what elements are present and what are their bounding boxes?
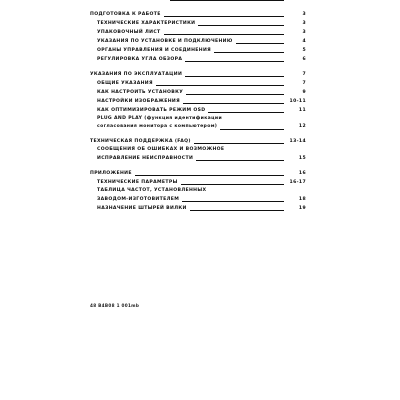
toc-entry-page: 18 — [298, 197, 306, 202]
toc-entry — [90, 37, 306, 46]
toc-entry-page: 7 — [302, 81, 306, 86]
toc-entry — [90, 178, 306, 187]
toc-entry-label: ОБЩИЕ УКАЗАНИЯ — [97, 81, 153, 86]
toc-leader-line — [186, 94, 284, 95]
toc-leader-line — [214, 52, 284, 53]
toc-entry-label: КАК ОПТИМИЗИРОВАТЬ РЕЖИМ OSD — [97, 108, 206, 113]
toc-entry — [90, 88, 306, 97]
toc-leader-line — [194, 143, 284, 144]
document-code: 48 B4B08 1 001mb — [90, 303, 140, 308]
toc-entry-partial-top — [90, 0, 306, 3]
toc-entry-label: УКАЗАНИЯ ПО УСТАНОВКЕ И ПОДКЛЮЧЕНИЮ — [97, 39, 233, 44]
toc-leader-line — [185, 76, 284, 77]
toc-entry-page: 3 — [302, 30, 306, 35]
toc-entry-label: PLUG AND PLAY (функция идентификации — [97, 116, 223, 121]
toc-entry — [90, 28, 306, 37]
toc-entry-page: 3 — [302, 12, 306, 17]
toc-entry — [90, 204, 306, 213]
section-gap — [90, 3, 306, 10]
toc-entry — [90, 46, 306, 55]
toc-entry — [90, 195, 306, 204]
toc-entry-page: 5 — [302, 48, 306, 53]
toc-entry-page: 3 — [302, 21, 306, 26]
toc-entry-label: НАЗНАЧЕНИЕ ШТЫРЕЙ ВИЛКИ — [97, 206, 187, 211]
toc-entry-page: 13-14 — [289, 139, 306, 144]
toc-entry-page: 15 — [298, 156, 306, 161]
toc-entry-page: 19 — [298, 206, 306, 211]
toc-leader-line — [198, 25, 284, 26]
toc-leader-line — [208, 112, 284, 113]
toc-leader-line — [170, 0, 284, 1]
table-of-contents — [90, 0, 306, 213]
toc-entry-page: 16 — [298, 171, 306, 176]
toc-section-heading — [90, 137, 306, 146]
toc-entry-page: 6 — [302, 57, 306, 62]
toc-entry-label: КАК НАСТРОИТЬ УСТАНОВКУ — [97, 90, 184, 95]
toc-entry-page — [286, 0, 306, 3]
toc-entry-label: согласования монитора с компьютером) — [97, 124, 218, 129]
toc-section-heading — [90, 70, 306, 79]
toc-entry — [90, 19, 306, 28]
toc-leader-line — [156, 85, 284, 86]
toc-leader-line — [185, 61, 284, 62]
toc-entry-label: ЗАВОДОМ-ИЗГОТОВИТЕЛЕМ — [97, 197, 180, 202]
toc-entry — [90, 55, 306, 64]
toc-entry-page: 11 — [298, 108, 306, 113]
toc-entry-page: 10-11 — [289, 99, 306, 104]
toc-entry-label: ТАБЛИЦА ЧАСТОТ, УСТАНОВЛЕННЫХ — [97, 188, 207, 193]
toc-entry-label: РЕГУЛИРОВКА УГЛА ОБЗОРА — [97, 57, 183, 62]
toc-entry-label: ТЕХНИЧЕСКАЯ ПОДДЕРЖКА (FAQ) — [90, 139, 191, 144]
toc-entry-label: ПРИЛОЖЕНИЕ — [90, 171, 132, 176]
toc-entry — [90, 115, 306, 123]
toc-entry-label: ПОДГОТОВКА К РАБОТЕ — [90, 12, 161, 17]
toc-entry-label: УКАЗАНИЯ ПО ЭКСПЛУАТАЦИИ — [90, 72, 183, 77]
toc-leader-line — [164, 34, 284, 35]
toc-entry-label: ТЕХНИЧЕСКИЕ ПАРАМЕТРЫ — [97, 180, 178, 185]
toc-entry-page: 4 — [302, 39, 306, 44]
toc-entry — [90, 154, 306, 163]
toc-entry-page: 16-17 — [289, 180, 306, 185]
toc-leader-line — [135, 175, 284, 176]
toc-leader-line — [196, 160, 284, 161]
toc-entry-label: ИСПРАВЛЕНИЕ НЕИСПРАВНОСТИ — [97, 156, 194, 161]
toc-section-heading — [90, 10, 306, 19]
toc-leader-line — [181, 184, 284, 185]
toc-leader-line — [183, 103, 284, 104]
toc-leader-line — [190, 210, 284, 211]
toc-entry-label: СООБЩЕНИЯ ОБ ОШИБКАХ И ВОЗМОЖНОЕ — [97, 147, 225, 152]
toc-entry — [90, 79, 306, 88]
toc-entry-page: 9 — [302, 90, 306, 95]
toc-entry-label: НАСТРОЙКИ ИЗОБРАЖЕНИЯ — [97, 99, 180, 104]
toc-entry-label: ОРГАНЫ УПРАВЛЕНИЯ И СОЕДИНЕНИЯ — [97, 48, 212, 53]
toc-entry — [90, 187, 306, 195]
toc-entry — [90, 97, 306, 106]
toc-entry — [90, 146, 306, 154]
toc-leader-line — [236, 43, 284, 44]
toc-entry-label: ТЕХНИЧЕСКИЕ ХАРАКТЕРИСТИКИ — [97, 21, 196, 26]
toc-entry-page: 7 — [302, 72, 306, 77]
toc-leader-line — [220, 129, 284, 130]
toc-entry-label — [90, 0, 167, 3]
toc-leader-line — [164, 16, 284, 17]
toc-section-heading — [90, 169, 306, 178]
toc-entry-page: 12 — [298, 124, 306, 129]
toc-leader-line — [182, 201, 284, 202]
toc-entry-label: УПАКОВОЧНЫЙ ЛИСТ — [97, 30, 161, 35]
toc-entry — [90, 123, 306, 131]
toc-entry — [90, 106, 306, 115]
